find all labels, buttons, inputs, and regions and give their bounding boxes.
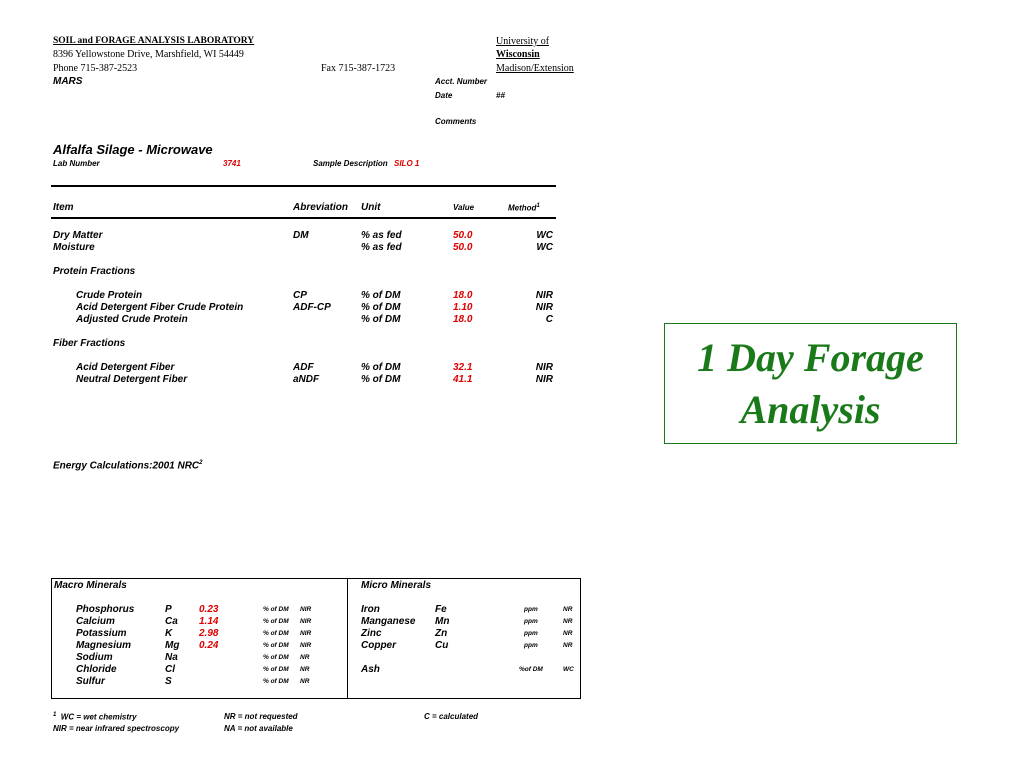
footnote-wc: $^1$ WC = wet chemistry: [53, 712, 137, 722]
row-method: WC: [536, 230, 553, 241]
row-unit: % of DM: [361, 362, 401, 373]
row-abbrev: ADF: [293, 362, 314, 373]
mineral-symbol: Fe: [435, 604, 447, 615]
mineral-symbol: Mn: [435, 616, 450, 627]
mineral-symbol: Mg: [165, 640, 180, 651]
row-unit: % of DM: [361, 374, 401, 385]
macro-heading: Macro Minerals: [54, 580, 127, 591]
mineral-symbol: P: [165, 604, 172, 615]
row-method: NIR: [535, 374, 553, 385]
mineral-method: NIR: [300, 606, 312, 613]
lab-name: SOIL and FORAGE ANALYSIS LABORATORY: [53, 36, 255, 46]
forage-callout-text: 1 Day Forage Analysis: [697, 334, 924, 432]
row-value: 18.0: [453, 290, 473, 301]
system-name: MARS: [53, 76, 83, 87]
mineral-name: Sodium: [76, 652, 113, 663]
row-method: C: [545, 314, 553, 325]
footnote-nr: NR = not requested: [224, 712, 298, 721]
row-unit: % as fed: [361, 230, 402, 241]
date-value: ##: [496, 91, 505, 100]
mineral-name: Potassium: [76, 628, 127, 639]
row-value: 1.10: [453, 302, 473, 313]
mineral-symbol: Na: [165, 652, 178, 663]
header-abbrev: Abreviation: [293, 202, 349, 213]
lab-number-label: Lab Number: [53, 159, 100, 168]
mineral-unit: % of DM: [263, 678, 289, 685]
header-item: Item: [53, 202, 74, 213]
mineral-method: NR: [300, 678, 310, 685]
lab-address: 8396 Yellowstone Drive, Marshfield, WI 54449: [53, 49, 244, 60]
mineral-method: NIR: [300, 618, 312, 625]
row-item: Neutral Detergent Fiber: [76, 374, 188, 385]
mineral-method: NR: [563, 606, 573, 613]
mineral-name: Ash: [361, 664, 380, 675]
footnote-nir: NIR = near infrared spectroscopy: [53, 724, 180, 733]
mineral-method: NR: [300, 666, 310, 673]
row-item: Acid Detergent Fiber: [76, 362, 175, 373]
mineral-unit: % of DM: [263, 666, 289, 673]
mineral-value: 2.98: [199, 628, 219, 639]
comments-label: Comments: [435, 117, 477, 126]
mineral-name: Manganese: [361, 616, 416, 627]
report-title: Alfalfa Silage - Microwave: [53, 142, 213, 157]
mineral-unit: % of DM: [263, 654, 289, 661]
row-value: 50.0: [453, 230, 473, 241]
mineral-method: NIR: [300, 630, 312, 637]
sample-desc-label: Sample Description: [313, 159, 388, 168]
mineral-symbol: Cl: [165, 664, 175, 675]
row-unit: % of DM: [361, 290, 401, 301]
row-item: Adjusted Crude Protein: [76, 314, 188, 325]
mineral-method: NR: [563, 642, 573, 649]
mineral-name: Calcium: [76, 616, 115, 627]
mineral-symbol: Zn: [435, 628, 448, 639]
mineral-unit: % of DM: [263, 630, 289, 637]
mineral-name: Chloride: [76, 664, 117, 675]
row-method: NIR: [535, 290, 553, 301]
row-value: 50.0: [453, 242, 473, 253]
row-item: Moisture: [53, 242, 95, 253]
micro-heading: Micro Minerals: [361, 580, 432, 591]
mineral-unit: ppm: [524, 642, 538, 649]
mineral-unit: % of DM: [263, 606, 289, 613]
row-value: 41.1: [453, 374, 473, 385]
mineral-method: NIR: [300, 642, 312, 649]
forage-callout-box: [664, 323, 957, 444]
mineral-unit: % of DM: [263, 618, 289, 625]
mineral-symbol: S: [165, 676, 172, 687]
minerals-divider: [347, 579, 348, 698]
mineral-symbol: Ca: [165, 616, 178, 627]
header-value: Value: [453, 203, 475, 212]
header-method: Method$^1$: [508, 203, 540, 213]
mineral-symbol: K: [165, 628, 173, 639]
sample-desc-value: SILO 1: [394, 159, 420, 168]
row-method: WC: [536, 242, 553, 253]
footnote-c: C = calculated: [424, 712, 479, 721]
row-abbrev: CP: [293, 290, 307, 301]
row-abbrev: ADF-CP: [293, 302, 331, 313]
mineral-unit: ppm: [524, 630, 538, 637]
row-value: 18.0: [453, 314, 473, 325]
mineral-name: Zinc: [361, 628, 382, 639]
mineral-name: Iron: [361, 604, 380, 615]
row-item: Crude Protein: [76, 290, 143, 301]
mineral-method: WC: [563, 666, 574, 673]
lab-fax: Fax 715-387-1723: [321, 63, 396, 74]
mineral-method: NR: [300, 654, 310, 661]
mineral-symbol: Cu: [435, 640, 449, 651]
row-method: NIR: [535, 362, 553, 373]
row-abbrev: DM: [293, 230, 309, 241]
university-line1: University of: [496, 36, 550, 47]
mineral-method: NR: [563, 630, 573, 637]
row-item: Dry Matter: [53, 230, 103, 241]
row-abbrev: aNDF: [293, 374, 320, 385]
divider-header: [51, 217, 556, 219]
lab-phone: Phone 715-387-2523: [53, 63, 138, 74]
mineral-name: Sulfur: [76, 676, 105, 687]
mineral-name: Copper: [361, 640, 396, 651]
row-unit: % as fed: [361, 242, 402, 253]
mineral-unit: ppm: [524, 618, 538, 625]
university-line2: Wisconsin: [496, 49, 540, 60]
mineral-value: 0.24: [199, 640, 219, 651]
mineral-unit: % of DM: [263, 642, 289, 649]
mineral-value: 1.14: [199, 616, 219, 627]
mineral-value: 0.23: [199, 604, 219, 615]
protein-heading: Protein Fractions: [53, 266, 136, 277]
row-value: 32.1: [453, 362, 473, 373]
minerals-box: [51, 578, 581, 699]
lab-number-value: 3741: [223, 159, 241, 168]
mineral-name: Phosphorus: [76, 604, 135, 615]
header-unit: Unit: [361, 202, 381, 213]
divider-top: [51, 185, 556, 187]
mineral-unit: ppm: [524, 606, 538, 613]
mineral-method: NR: [563, 618, 573, 625]
footnote-na: NA = not available: [224, 724, 293, 733]
row-unit: % of DM: [361, 302, 401, 313]
date-label: Date: [435, 91, 453, 100]
row-item: Acid Detergent Fiber Crude Protein: [76, 302, 244, 313]
mineral-name: Magnesium: [76, 640, 132, 651]
row-method: NIR: [535, 302, 553, 313]
row-unit: % of DM: [361, 314, 401, 325]
university-line3: Madison/Extension: [496, 63, 574, 74]
mineral-unit: %of DM: [519, 666, 543, 673]
fiber-heading: Fiber Fractions: [53, 338, 126, 349]
energy-label: Energy Calculations:2001 NRC$^2$: [53, 460, 203, 472]
acct-number-label: Acct. Number: [435, 77, 488, 86]
